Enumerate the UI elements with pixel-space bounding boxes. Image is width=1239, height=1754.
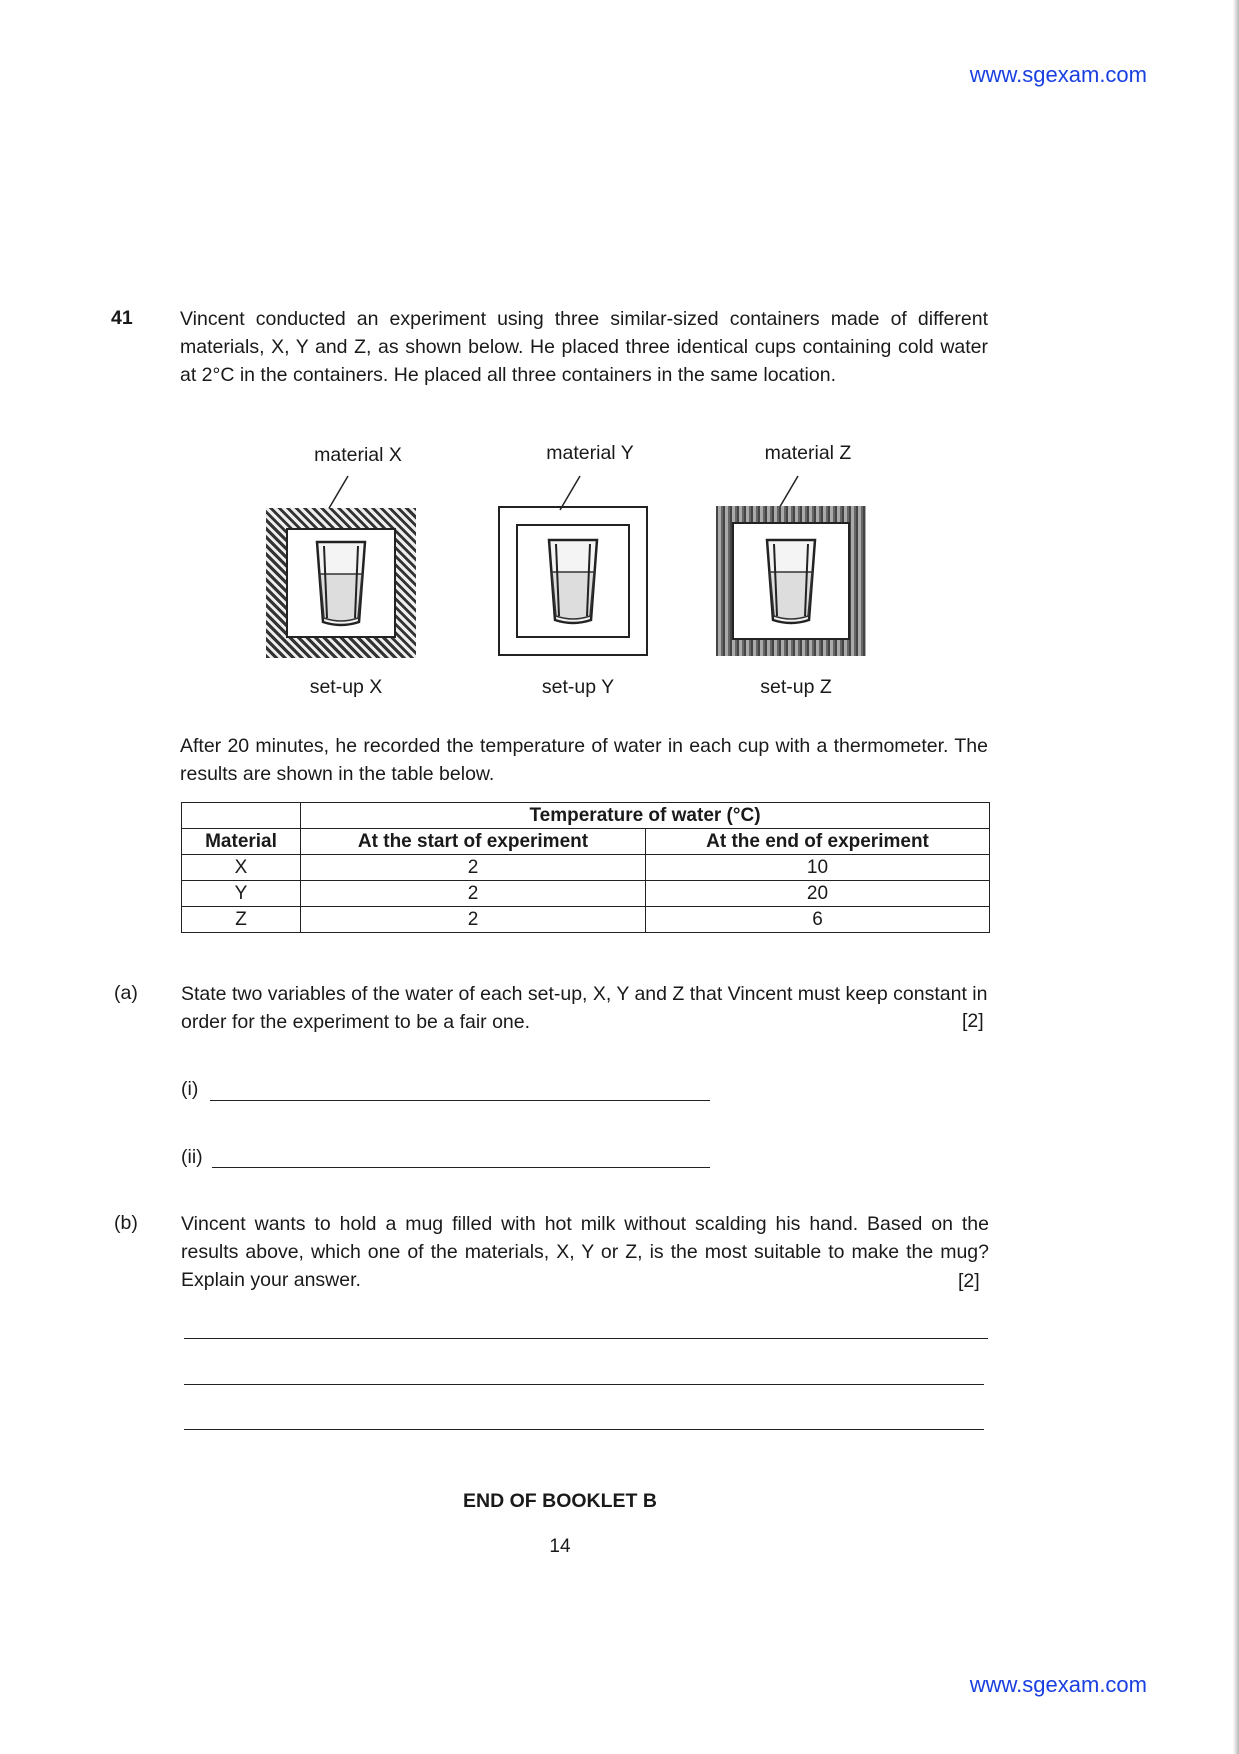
label-material-z: material Z bbox=[764, 442, 852, 464]
footer-url: www.sgexam.com bbox=[969, 1672, 1147, 1697]
label-setup-z: set-up Z bbox=[760, 676, 832, 698]
table-cell: Z bbox=[182, 907, 301, 933]
table-cell: 2 bbox=[301, 881, 646, 907]
cup-z-icon bbox=[763, 536, 819, 626]
part-a-label: (a) bbox=[114, 982, 138, 1004]
table-header-material: Material bbox=[182, 829, 301, 855]
end-of-booklet: END OF BOOKLET B bbox=[463, 1490, 657, 1512]
part-a-text: State two variables of the water of each set-up, X, Y and Z that Vincent must keep constant in order for the experiment to be a fair one. bbox=[181, 983, 988, 1033]
cup-y-icon bbox=[545, 536, 601, 626]
table-cell: 20 bbox=[646, 881, 990, 907]
table-cell: 2 bbox=[301, 907, 646, 933]
part-a-marks: [2] bbox=[962, 1010, 984, 1032]
part-a-i-label: (i) bbox=[181, 1078, 199, 1100]
table-group-header: Temperature of water (°C) bbox=[301, 803, 990, 829]
table-header-end: At the end of experiment bbox=[646, 829, 990, 855]
table-corner-cell bbox=[182, 803, 301, 829]
answer-line-b-3[interactable] bbox=[184, 1429, 984, 1430]
table-header-start: At the start of experiment bbox=[301, 829, 646, 855]
container-y bbox=[498, 506, 648, 656]
answer-line-a-ii[interactable] bbox=[212, 1167, 710, 1168]
table-cell: 2 bbox=[301, 855, 646, 881]
answer-line-b-1[interactable] bbox=[184, 1338, 988, 1339]
table-cell: 6 bbox=[646, 907, 990, 933]
label-setup-y: set-up Y bbox=[541, 676, 615, 698]
table-cell: X bbox=[182, 855, 301, 881]
table-header-row bbox=[182, 829, 990, 855]
table-row bbox=[182, 907, 990, 933]
container-z bbox=[716, 506, 866, 656]
part-b-label: (b) bbox=[114, 1212, 138, 1234]
part-b-marks: [2] bbox=[958, 1270, 980, 1292]
table-row bbox=[182, 855, 990, 881]
table-cell: 10 bbox=[646, 855, 990, 881]
container-x bbox=[266, 508, 416, 658]
answer-line-a-i[interactable] bbox=[210, 1100, 710, 1101]
table-cell: Y bbox=[182, 881, 301, 907]
header-url: www.sgexam.com bbox=[969, 62, 1147, 87]
part-b-text: Vincent wants to hold a mug filled with hot milk without scalding his hand. Based on the results above, which one of the materials, X, Y or Z, is the most suitable to make the mug? Explain your answer. bbox=[181, 1213, 989, 1291]
label-material-y: material Y bbox=[546, 442, 634, 464]
cup-x-icon bbox=[313, 538, 369, 628]
question-intro: Vincent conducted an experiment using three similar-sized containers made of different materials, X, Y and Z, as shown below. He placed three identical cups containing cold water at 2°C in the containers. He placed all three containers in the same location. bbox=[180, 308, 988, 386]
question-number: 41 bbox=[111, 307, 133, 329]
part-a-ii-label: (ii) bbox=[181, 1146, 203, 1168]
label-material-x: material X bbox=[314, 444, 402, 466]
table-row bbox=[182, 881, 990, 907]
answer-line-b-2[interactable] bbox=[184, 1384, 984, 1385]
page-number: 14 bbox=[549, 1536, 571, 1557]
label-setup-x: set-up X bbox=[309, 676, 383, 698]
results-intro: After 20 minutes, he recorded the temperature of water in each cup with a thermometer. The results are shown in the table below. bbox=[180, 735, 988, 785]
results-table bbox=[181, 802, 990, 933]
scan-page-edge bbox=[1233, 0, 1239, 1754]
